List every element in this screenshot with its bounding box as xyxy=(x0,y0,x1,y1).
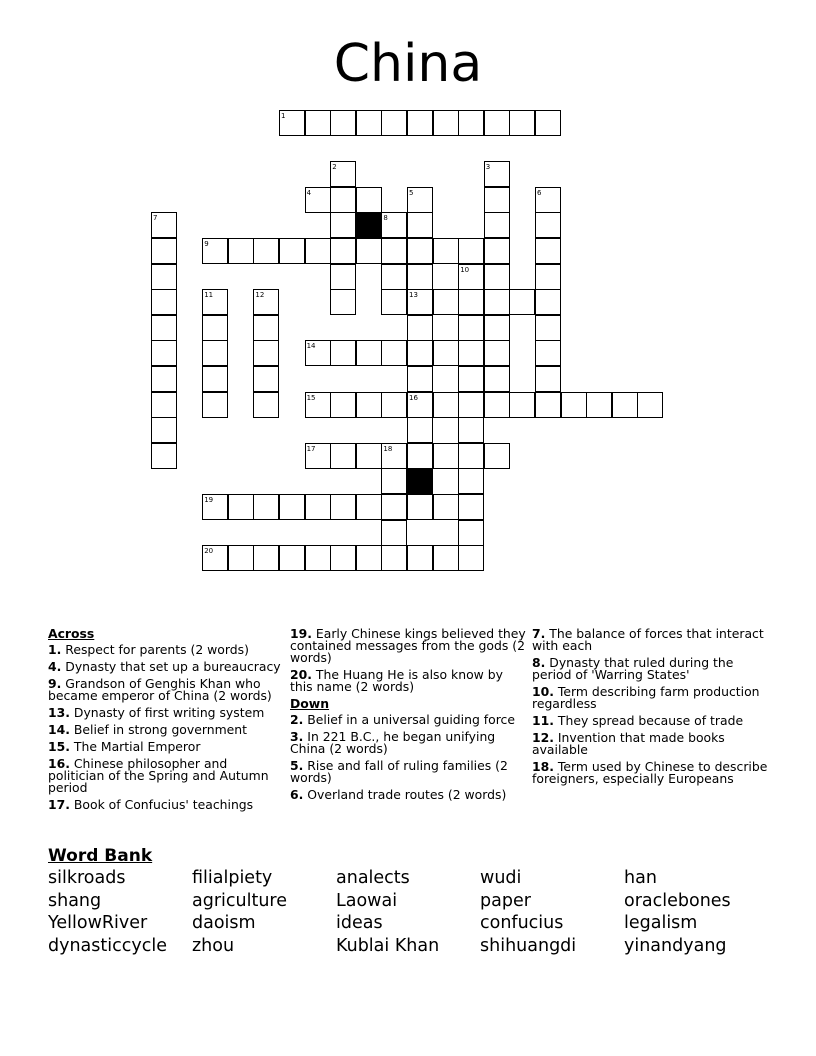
grid-cell[interactable] xyxy=(407,366,433,392)
word-bank-item: agriculture xyxy=(192,890,287,911)
grid-cell[interactable] xyxy=(458,468,484,494)
word-bank-item: Kublai Khan xyxy=(336,935,440,956)
grid-cell[interactable] xyxy=(407,264,433,290)
grid-cell[interactable] xyxy=(458,366,484,392)
word-bank-item: ideas xyxy=(336,913,383,934)
clue-across-20: 20. The Huang He is also know by this name (2 words) xyxy=(290,667,503,694)
grid-cell[interactable] xyxy=(433,443,459,469)
grid-cell[interactable] xyxy=(407,443,433,469)
grid-cell[interactable] xyxy=(330,187,356,213)
grid-cell[interactable] xyxy=(535,289,561,315)
grid-cell[interactable] xyxy=(381,110,407,136)
clue-down-12: 12. Invention that made books available xyxy=(532,730,725,757)
clue-column-1 xyxy=(48,628,286,816)
grid-cell[interactable] xyxy=(407,238,433,264)
word-bank-item: zhou xyxy=(192,935,235,956)
grid-cell[interactable] xyxy=(305,494,331,520)
word-bank-item: daoism xyxy=(192,913,256,934)
clue-across-13: 13. Dynasty of first writing system xyxy=(48,705,265,720)
cell-number: 5 xyxy=(409,188,414,197)
grid-cell[interactable] xyxy=(535,212,561,238)
clue-down-5: 5. Rise and fall of ruling families (2 words) xyxy=(290,758,508,785)
grid-cell[interactable] xyxy=(433,110,459,136)
puzzle-title: China xyxy=(333,34,483,94)
grid-cell[interactable] xyxy=(535,264,561,290)
grid-cell[interactable] xyxy=(433,494,459,520)
grid-cell[interactable] xyxy=(484,238,510,264)
grid-cell[interactable] xyxy=(356,494,382,520)
cell-number: 20 xyxy=(204,547,214,556)
grid-cell[interactable] xyxy=(484,212,510,238)
grid-cell[interactable] xyxy=(381,468,407,494)
clue-column-2 xyxy=(290,628,526,806)
grid-cell[interactable] xyxy=(330,392,356,418)
word-bank-item: dynasticcycle xyxy=(48,935,167,956)
word-bank-item: oraclebones xyxy=(624,890,731,911)
cell-number: 13 xyxy=(409,291,418,300)
clue-down-6: 6. Overland trade routes (2 words) xyxy=(290,787,507,802)
grid-cell[interactable] xyxy=(458,520,484,546)
grid-cell[interactable] xyxy=(484,110,510,136)
grid-cell[interactable] xyxy=(535,110,561,136)
word-bank-item: analects xyxy=(336,868,410,888)
clue-down-11: 11. They spread because of trade xyxy=(532,713,744,728)
grid-cell[interactable] xyxy=(458,110,484,136)
grid-cell[interactable] xyxy=(381,494,407,520)
cell-number: 18 xyxy=(383,444,393,453)
grid-cell[interactable] xyxy=(458,545,484,571)
clue-down-8: 8. Dynasty that ruled during the period of 'Warring States' xyxy=(532,655,734,682)
word-bank-item: silkroads xyxy=(48,868,126,888)
clue-down-18: 18. Term used by Chinese to describe foreigners, especially Europeans xyxy=(532,759,768,786)
word-bank-item: filialpiety xyxy=(192,868,273,888)
grid-cell[interactable] xyxy=(381,289,407,315)
word-bank-title: Word Bank xyxy=(48,846,153,866)
grid-cell[interactable] xyxy=(253,366,279,392)
grid-cell[interactable] xyxy=(484,392,510,418)
grid-cell[interactable] xyxy=(381,392,407,418)
grid-cell[interactable] xyxy=(151,238,177,264)
grid-cell[interactable] xyxy=(381,545,407,571)
grid-cell[interactable] xyxy=(151,417,177,443)
grid-cell[interactable] xyxy=(356,443,382,469)
cell-number: 7 xyxy=(153,214,158,223)
grid-cell[interactable] xyxy=(458,392,484,418)
grid-cell[interactable] xyxy=(458,417,484,443)
word-bank-item: confucius xyxy=(480,913,564,934)
cell-number: 19 xyxy=(204,496,214,504)
grid-cell[interactable] xyxy=(407,110,433,136)
grid-cell[interactable] xyxy=(433,340,459,366)
cell-number: 6 xyxy=(537,188,542,197)
clue-across-16: 16. Chinese philosopher and politician of the Spring and Autumn period xyxy=(48,756,269,795)
grid-cell[interactable] xyxy=(535,315,561,341)
clue-across-9: 9. Grandson of Genghis Khan who became emperor of China (2 words) xyxy=(48,676,272,703)
grid-cell[interactable] xyxy=(637,392,663,418)
grid-cell[interactable] xyxy=(253,340,279,366)
cell-number: 4 xyxy=(306,188,312,197)
grid-cell[interactable] xyxy=(330,340,356,366)
grid-cell[interactable] xyxy=(458,238,484,264)
grid-cell[interactable] xyxy=(228,494,254,520)
grid-cell[interactable] xyxy=(381,520,407,546)
word-bank xyxy=(48,867,778,957)
cell-number: 15 xyxy=(306,393,316,402)
grid-cell[interactable] xyxy=(202,340,228,366)
grid-cell[interactable] xyxy=(381,264,407,290)
word-bank-item: Laowai xyxy=(336,890,398,911)
cell-number: 9 xyxy=(204,240,209,248)
word-bank-item: shang xyxy=(48,890,102,911)
grid-cell[interactable] xyxy=(279,238,305,264)
clue-across-4: 4. Dynasty that set up a bureaucracy xyxy=(48,659,281,674)
grid-cell[interactable] xyxy=(561,392,587,418)
grid-cell[interactable] xyxy=(202,315,228,341)
grid-cell[interactable] xyxy=(509,289,535,315)
grid-cell[interactable] xyxy=(330,494,356,520)
grid-cell[interactable] xyxy=(151,392,177,418)
cell-number: 14 xyxy=(306,342,316,351)
grid-cell[interactable] xyxy=(484,366,510,392)
clue-down-10: 10. Term describing farm production regardless xyxy=(532,684,760,711)
word-bank-item: han xyxy=(624,868,657,888)
grid-cell[interactable] xyxy=(202,366,228,392)
grid-cell[interactable] xyxy=(253,494,279,520)
grid-cell[interactable] xyxy=(253,392,279,418)
black-cell xyxy=(356,212,382,238)
grid-cell[interactable] xyxy=(458,315,484,341)
grid-cell[interactable] xyxy=(407,494,433,520)
grid-cell[interactable] xyxy=(484,289,510,315)
grid-cell[interactable] xyxy=(484,187,510,213)
across-heading: Across xyxy=(48,626,95,641)
grid-cell[interactable] xyxy=(151,315,177,341)
word-bank-item: yinandyang xyxy=(624,935,727,956)
cell-number: 1 xyxy=(281,112,286,120)
grid-cell[interactable] xyxy=(484,264,510,290)
grid-cell[interactable] xyxy=(356,187,382,213)
word-bank-item: legalism xyxy=(624,913,698,934)
clue-across-1: 1. Respect for parents (2 words) xyxy=(48,642,249,657)
grid-cell[interactable] xyxy=(381,340,407,366)
grid-cell[interactable] xyxy=(407,545,433,571)
clue-down-3: 3. In 221 B.C., he began unifying China (2 words) xyxy=(290,729,496,756)
grid-cell[interactable] xyxy=(305,110,331,136)
grid-cell[interactable] xyxy=(484,443,510,469)
grid-cell[interactable] xyxy=(202,392,228,418)
grid-cell[interactable] xyxy=(535,238,561,264)
grid-cell[interactable] xyxy=(279,545,305,571)
grid-cell[interactable] xyxy=(535,340,561,366)
grid-cell[interactable] xyxy=(484,340,510,366)
cell-number: 2 xyxy=(332,163,337,172)
grid-cell[interactable] xyxy=(509,392,535,418)
grid-cell[interactable] xyxy=(433,289,459,315)
clue-across-17: 17. Book of Confucius' teachings xyxy=(48,797,254,812)
grid-cell[interactable] xyxy=(381,238,407,264)
grid-cell[interactable] xyxy=(330,238,356,264)
word-bank-item: YellowRiver xyxy=(48,913,148,934)
grid-cell[interactable] xyxy=(433,238,459,264)
grid-cell[interactable] xyxy=(458,340,484,366)
grid-cell[interactable] xyxy=(356,392,382,418)
cell-number: 11 xyxy=(204,291,214,300)
grid-cell[interactable] xyxy=(458,443,484,469)
grid-cell[interactable] xyxy=(356,110,382,136)
grid-cell[interactable] xyxy=(305,238,331,264)
word-bank-item: paper xyxy=(480,890,531,911)
grid-cell[interactable] xyxy=(356,545,382,571)
grid-cell[interactable] xyxy=(407,315,433,341)
grid-cell[interactable] xyxy=(330,110,356,136)
clue-column-3 xyxy=(532,628,772,790)
cell-number: 3 xyxy=(485,163,491,172)
grid-cell[interactable] xyxy=(151,443,177,469)
grid-cell[interactable] xyxy=(535,392,561,418)
grid-cell[interactable] xyxy=(228,545,254,571)
cell-number: 12 xyxy=(255,291,265,300)
grid-cell[interactable] xyxy=(356,340,382,366)
grid-cell[interactable] xyxy=(586,392,612,418)
word-bank-item: shihuangdi xyxy=(480,935,577,956)
grid-cell[interactable] xyxy=(253,238,279,264)
grid-cell[interactable] xyxy=(433,545,459,571)
word-bank-item: wudi xyxy=(480,868,522,888)
grid-cell[interactable] xyxy=(458,289,484,315)
grid-cell[interactable] xyxy=(433,392,459,418)
clue-across-14: 14. Belief in strong government xyxy=(48,722,247,737)
cell-number: 16 xyxy=(409,393,418,402)
down-heading: Down xyxy=(290,696,330,711)
grid-cell[interactable] xyxy=(535,366,561,392)
grid-cell[interactable] xyxy=(484,315,510,341)
grid-cell[interactable] xyxy=(151,340,177,366)
grid-cell[interactable] xyxy=(279,494,305,520)
grid-cell[interactable] xyxy=(330,443,356,469)
grid-cell[interactable] xyxy=(253,545,279,571)
cell-number: 10 xyxy=(460,265,470,274)
grid-cell[interactable] xyxy=(305,545,331,571)
grid-cell[interactable] xyxy=(407,340,433,366)
grid-cell[interactable] xyxy=(330,289,356,315)
clue-down-7: 7. The balance of forces that interact with each xyxy=(532,626,764,653)
grid-cell[interactable] xyxy=(330,212,356,238)
clue-down-2: 2. Belief in a universal guiding force xyxy=(290,712,515,727)
grid-cell[interactable] xyxy=(330,264,356,290)
grid-cell[interactable] xyxy=(151,289,177,315)
grid-cell[interactable] xyxy=(151,264,177,290)
cell-number: 8 xyxy=(383,214,388,223)
black-cell xyxy=(407,468,433,494)
grid-cell[interactable] xyxy=(228,238,254,264)
grid-cell[interactable] xyxy=(458,494,484,520)
grid-cell[interactable] xyxy=(356,238,382,264)
grid-cell[interactable] xyxy=(407,417,433,443)
clue-across-15: 15. The Martial Emperor xyxy=(48,739,201,754)
grid-cell[interactable] xyxy=(612,392,638,418)
grid-cell[interactable] xyxy=(253,315,279,341)
grid-cell[interactable] xyxy=(407,212,433,238)
cell-number: 17 xyxy=(306,444,316,453)
clue-across-19: 19. Early Chinese kings believed they contained messages from the gods (2 words) xyxy=(290,626,526,665)
grid-cell[interactable] xyxy=(330,545,356,571)
grid-cell[interactable] xyxy=(151,366,177,392)
grid-cell[interactable] xyxy=(509,110,535,136)
